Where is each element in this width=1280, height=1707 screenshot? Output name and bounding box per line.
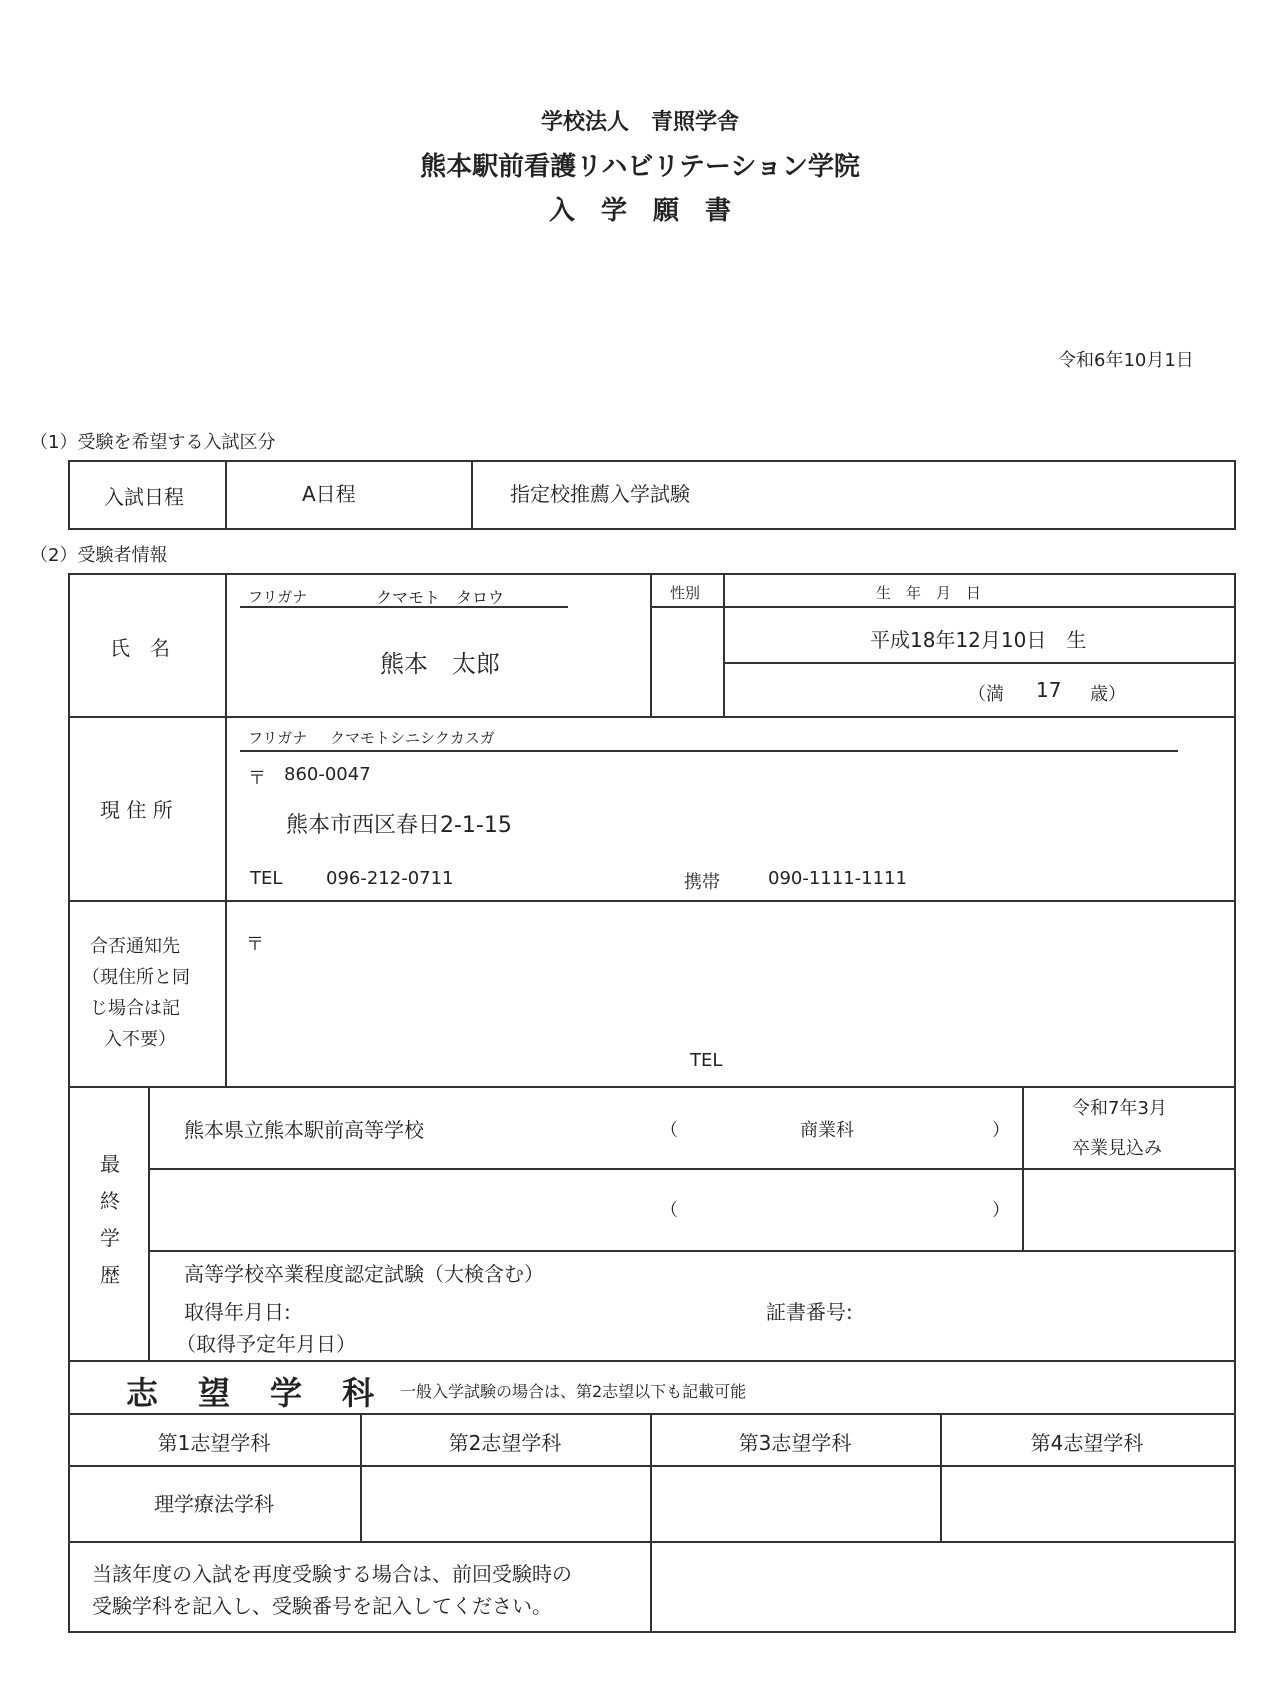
school-name-row1: 熊本県立熊本駅前高等学校: [184, 1118, 424, 1142]
exam-schedule-label: 入試日程: [104, 485, 184, 509]
retake-note-line2: 受験学科を記入し、受験番号を記入してください。: [92, 1594, 552, 1618]
education-label-2: 終: [100, 1189, 120, 1213]
address-furigana-label: フリガナ: [248, 729, 308, 747]
choice3-header: 第3志望学科: [738, 1431, 852, 1455]
address-furigana: クマモトシニシクカスガ: [330, 729, 495, 747]
graduation-date: 令和7年3月: [1072, 1098, 1167, 1119]
acquisition-date-label: 取得年月日:: [184, 1300, 291, 1324]
planned-date-label: （取得予定年月日）: [176, 1332, 356, 1356]
section1-heading: （1）受験を希望する入試区分: [30, 432, 276, 453]
choice4-header: 第4志望学科: [1030, 1431, 1144, 1455]
choice1-value: 理学療法学科: [154, 1492, 274, 1516]
address-value: 熊本市西区春日2-1-15: [286, 813, 512, 838]
notify-label-1: 合否通知先: [90, 936, 180, 957]
notify-label-2: （現住所と同: [82, 967, 190, 988]
equivalency-exam-title: 高等学校卒業程度認定試験（大検含む）: [184, 1262, 544, 1286]
paren-close-row1: ）: [992, 1120, 1010, 1141]
postal-code: 860-0047: [284, 764, 371, 785]
department-note: 一般入学試験の場合は、第2志望以下も記載可能: [400, 1382, 747, 1401]
age-open: （満: [968, 684, 1004, 705]
choice2-header: 第2志望学科: [448, 1431, 562, 1455]
name-furigana-label: フリガナ: [248, 588, 308, 606]
department-title: 志 望 学 科: [126, 1374, 379, 1412]
retake-note-line1: 当該年度の入試を再度受験する場合は、前回受験時の: [92, 1562, 572, 1586]
paren-open-row1: （: [660, 1120, 678, 1141]
paren-open-row2: （: [660, 1200, 678, 1221]
sex-label: 性別: [670, 584, 701, 602]
exam-schedule-value: A日程: [302, 482, 356, 506]
tel-value: 096-212-0711: [326, 868, 454, 889]
birthdate-value: 平成18年12月10日 生: [870, 628, 1087, 652]
choice1-header: 第1志望学科: [157, 1431, 271, 1455]
paren-close-row2: ）: [992, 1200, 1010, 1221]
course-row1: 商業科: [800, 1120, 854, 1141]
postal-mark: 〒: [248, 768, 266, 789]
mobile-value: 090-1111-1111: [768, 868, 907, 889]
education-label-4: 歴: [100, 1263, 120, 1287]
graduation-status: 卒業見込み: [1072, 1138, 1162, 1159]
name-furigana: クマモト タロウ: [376, 588, 505, 607]
notify-tel-label: TEL: [690, 1050, 723, 1071]
notify-label-4: 入不要）: [104, 1029, 176, 1050]
age-value: 17: [1036, 678, 1062, 702]
applicant-name: 熊本 太郎: [380, 650, 500, 678]
certificate-number-label: 証書番号:: [766, 1300, 853, 1324]
notify-label-3: じ場合は記: [90, 998, 180, 1019]
exam-type-value: 指定校推薦入学試験: [510, 482, 690, 506]
notify-postal-mark: 〒: [246, 934, 264, 955]
mobile-label: 携帯: [684, 872, 720, 893]
name-label: 氏 名: [110, 636, 170, 660]
education-label-1: 最: [100, 1152, 120, 1176]
school-name: 熊本駅前看護リハビリテーション学院: [420, 152, 860, 182]
form-title: 入 学 願 書: [548, 196, 731, 226]
tel-label: TEL: [250, 868, 283, 889]
section2-heading: （2）受験者情報: [30, 545, 168, 566]
birthdate-label: 生 年 月 日: [876, 584, 982, 602]
address-label: 現 住 所: [100, 798, 173, 822]
education-label-3: 学: [100, 1226, 120, 1250]
application-date: 令和6年10月1日: [1058, 350, 1194, 371]
age-close: 歳）: [1090, 684, 1126, 705]
school-corporation: 学校法人 青照学舎: [540, 110, 739, 135]
